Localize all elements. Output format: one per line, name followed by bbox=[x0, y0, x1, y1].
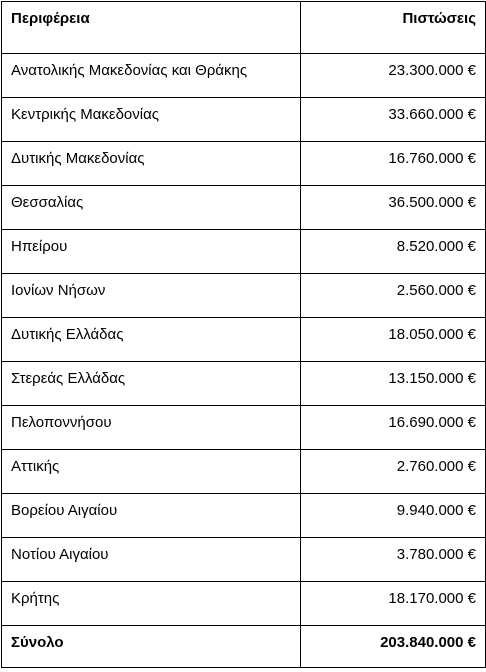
table-row bbox=[2, 142, 486, 186]
table-row bbox=[2, 186, 486, 230]
credits-cell: 3.780.000 € bbox=[301, 538, 486, 582]
table-row bbox=[2, 54, 486, 98]
region-cell: Θεσσαλίας bbox=[2, 186, 301, 230]
table-row bbox=[2, 538, 486, 582]
credits-cell: 16.690.000 € bbox=[301, 406, 486, 450]
region-cell: Αττικής bbox=[2, 450, 301, 494]
region-cell: Ανατολικής Μακεδονίας και Θράκης bbox=[2, 54, 301, 98]
total-row bbox=[2, 626, 486, 668]
credits-cell: 23.300.000 € bbox=[301, 54, 486, 98]
region-cell: Πελοποννήσου bbox=[2, 406, 301, 450]
credits-cell: 18.050.000 € bbox=[301, 318, 486, 362]
table-row bbox=[2, 230, 486, 274]
credits-cell: 16.760.000 € bbox=[301, 142, 486, 186]
credits-cell: 9.940.000 € bbox=[301, 494, 486, 538]
credits-cell: 13.150.000 € bbox=[301, 362, 486, 406]
table-row bbox=[2, 450, 486, 494]
region-cell: Ηπείρου bbox=[2, 230, 301, 274]
credits-cell: 2.560.000 € bbox=[301, 274, 486, 318]
region-cell: Κρήτης bbox=[2, 582, 301, 626]
table-row bbox=[2, 582, 486, 626]
region-cell: Βορείου Αιγαίου bbox=[2, 494, 301, 538]
table-row bbox=[2, 494, 486, 538]
credits-cell: 33.660.000 € bbox=[301, 98, 486, 142]
region-cell: Ιονίων Νήσων bbox=[2, 274, 301, 318]
region-cell: Νοτίου Αιγαίου bbox=[2, 538, 301, 582]
table-header-row bbox=[2, 2, 486, 54]
credits-cell: 8.520.000 € bbox=[301, 230, 486, 274]
table-row bbox=[2, 98, 486, 142]
region-cell: Στερεάς Ελλάδας bbox=[2, 362, 301, 406]
credits-table bbox=[1, 1, 486, 668]
total-credits: 203.840.000 € bbox=[301, 626, 486, 668]
table-row bbox=[2, 318, 486, 362]
total-label: Σύνολο bbox=[2, 626, 301, 668]
region-cell: Δυτικής Μακεδονίας bbox=[2, 142, 301, 186]
region-cell: Δυτικής Ελλάδας bbox=[2, 318, 301, 362]
credits-cell: 36.500.000 € bbox=[301, 186, 486, 230]
credits-cell: 2.760.000 € bbox=[301, 450, 486, 494]
header-region: Περιφέρεια bbox=[2, 2, 301, 54]
table-row bbox=[2, 362, 486, 406]
table-row bbox=[2, 274, 486, 318]
credits-cell: 18.170.000 € bbox=[301, 582, 486, 626]
table-row bbox=[2, 406, 486, 450]
region-cell: Κεντρικής Μακεδονίας bbox=[2, 98, 301, 142]
header-credits: Πιστώσεις bbox=[301, 2, 486, 54]
